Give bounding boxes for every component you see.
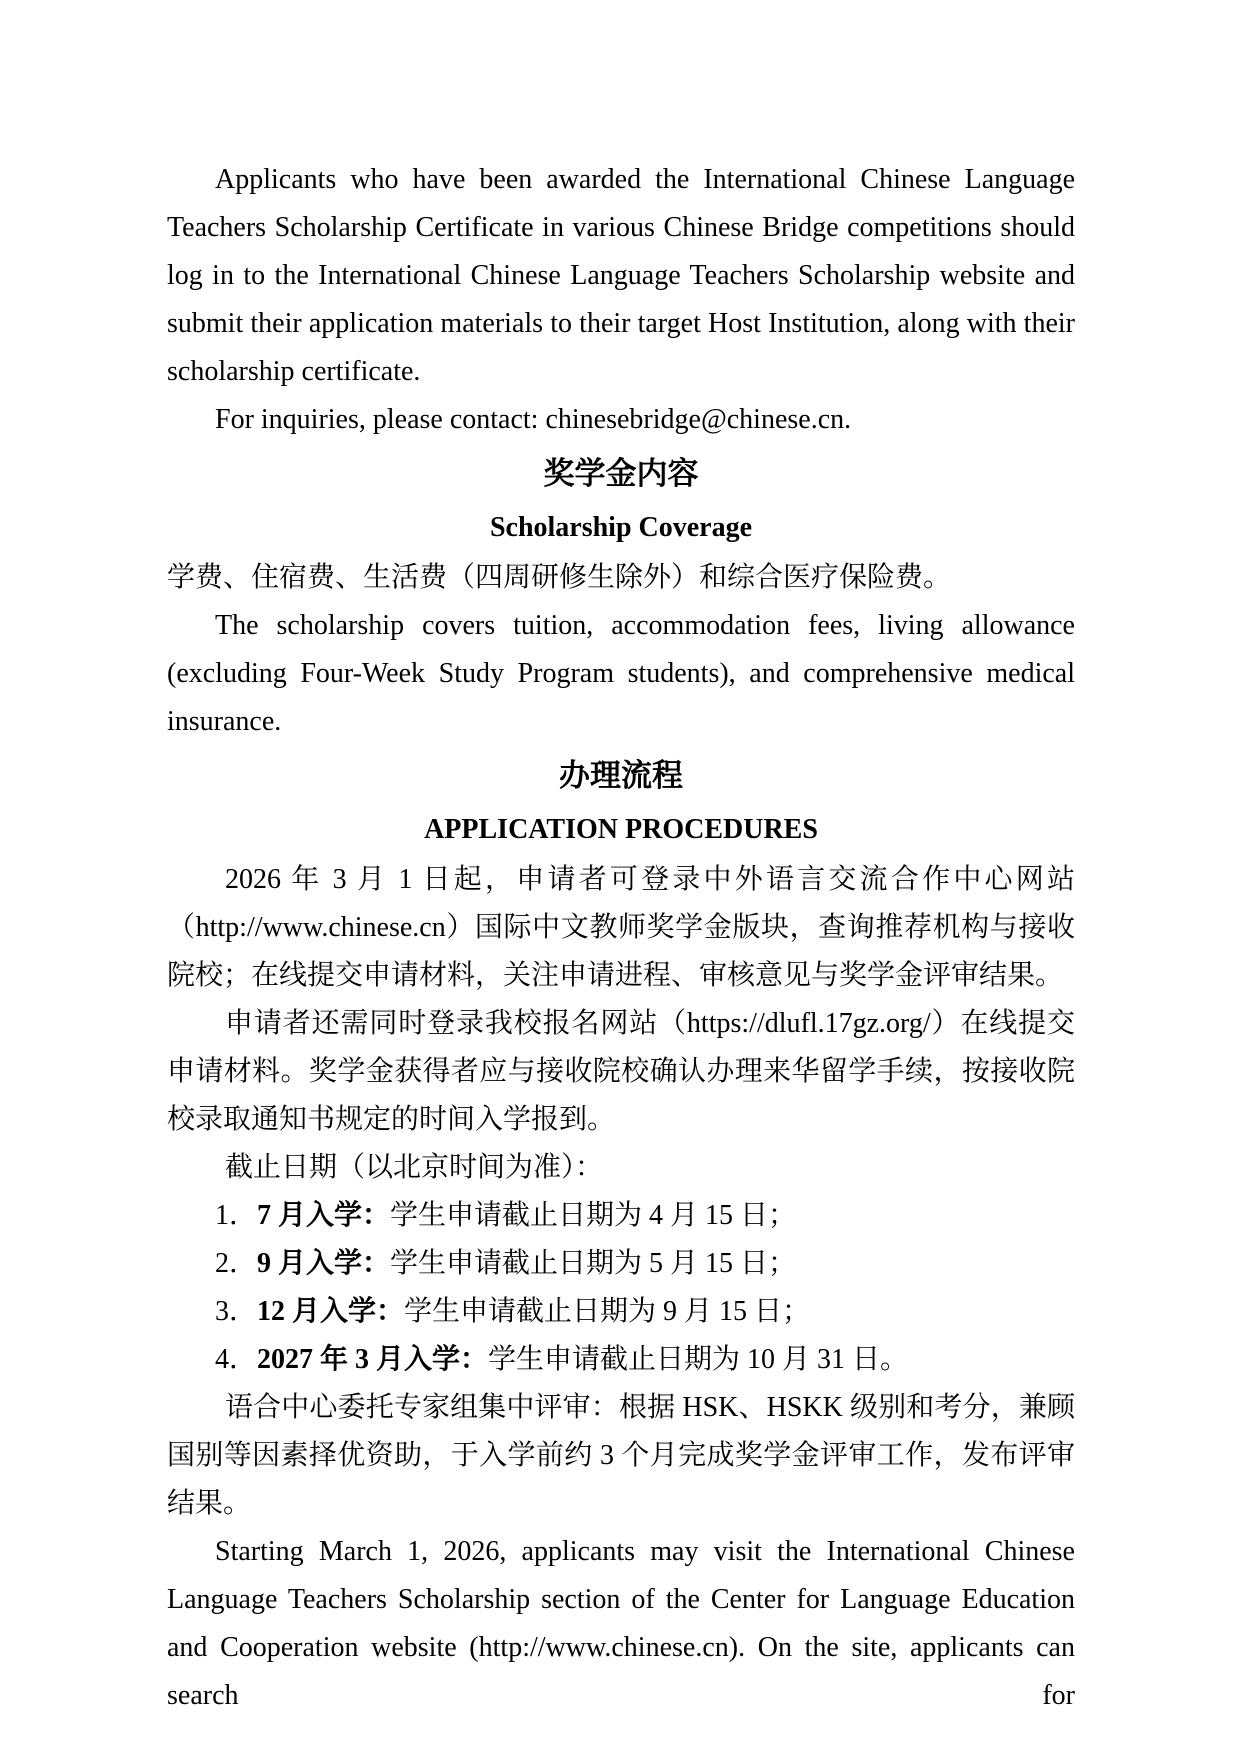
paragraph-procedures-en: Starting March 1, 2026, applicants may visit the International Chinese Language Teachers Scholarship section of the Center for Language Education and Cooperation website (http://www.chinese.cn). On the site, applicants can search for [167,1536,1075,1711]
deadline-item-term: 7 月入学： [257,1200,391,1231]
paragraph-procedures-zh-2: 申请者还需同时登录我校报名网站（https://dlufl.17gz.org/）在线提交申请材料。奖学金获得者应与接收院校确认办理来华留学手续，按接收院校录取通知书规定的时间入学报到。 [167,1008,1075,1135]
paragraph-coverage-zh: 学费、住宿费、生活费（四周研修生除外）和综合医疗保险费。 [167,562,952,593]
deadline-item-term: 2027 年 3 月入学： [257,1344,489,1375]
paragraph-review-zh: 语合中心委托专家组集中评审：根据 HSK、HSKK 级别和考分，兼顾国别等因素择优资助，于入学前约 3 个月完成奖学金评审工作，发布评审结果。 [167,1392,1075,1519]
deadline-item-term: 9 月入学： [257,1248,391,1279]
deadline-item-march-2027 [167,1336,1075,1384]
paragraph-coverage-en: The scholarship covers tuition, accommodation fees, living allowance (excluding Four-Week Study Program students), and comprehensive medical insurance. [167,610,1075,737]
heading-procedures-en: APPLICATION PROCEDURES [424,814,818,845]
deadline-item-december [167,1288,1075,1336]
deadline-item-term: 12 月入学： [257,1296,405,1327]
heading-procedures-zh: 办理流程 [559,758,683,793]
paragraph-procedures-zh-1: 2026 年 3 月 1 日起，申请者可登录中外语言交流合作中心网站（http://www.chinese.cn）国际中文教师奖学金版块，查询推荐机构与接收院校；在线提交申请材料，关注申请进程、审核意见与奖学金评审结果。 [167,864,1075,991]
deadline-item-text: 学生申请截止日期为 5 月 15 日； [390,1248,797,1279]
paragraph-applicants: Applicants who have been awarded the International Chinese Language Teachers Scholarship Certificate in various Chinese Bridge competitions should log in to the International Chinese Language Teachers Scholarship website and submit their application materials to their target Host Institution, along with their scholarship certificate. [167,164,1075,387]
heading-scholarship-coverage-en: Scholarship Coverage [489,512,753,543]
deadline-item-number: 2． [215,1248,258,1279]
deadline-item-number: 1． [215,1200,258,1231]
deadline-item-number: 3． [215,1296,258,1327]
paragraph-deadline-intro: 截止日期（以北京时间为准）： [225,1152,604,1183]
heading-scholarship-coverage-zh: 奖学金内容 [543,456,699,491]
deadline-item-number: 4． [215,1344,258,1375]
deadline-item-text: 学生申请截止日期为 10 月 31 日。 [488,1344,909,1375]
deadline-item-july [167,1192,1075,1240]
deadline-item-text: 学生申请截止日期为 4 月 15 日； [390,1200,797,1231]
deadline-item-text: 学生申请截止日期为 9 月 15 日； [404,1296,811,1327]
paragraph-inquiries: For inquiries, please contact: chinesebridge@chinese.cn. [215,404,852,435]
deadline-item-september [167,1240,1075,1288]
